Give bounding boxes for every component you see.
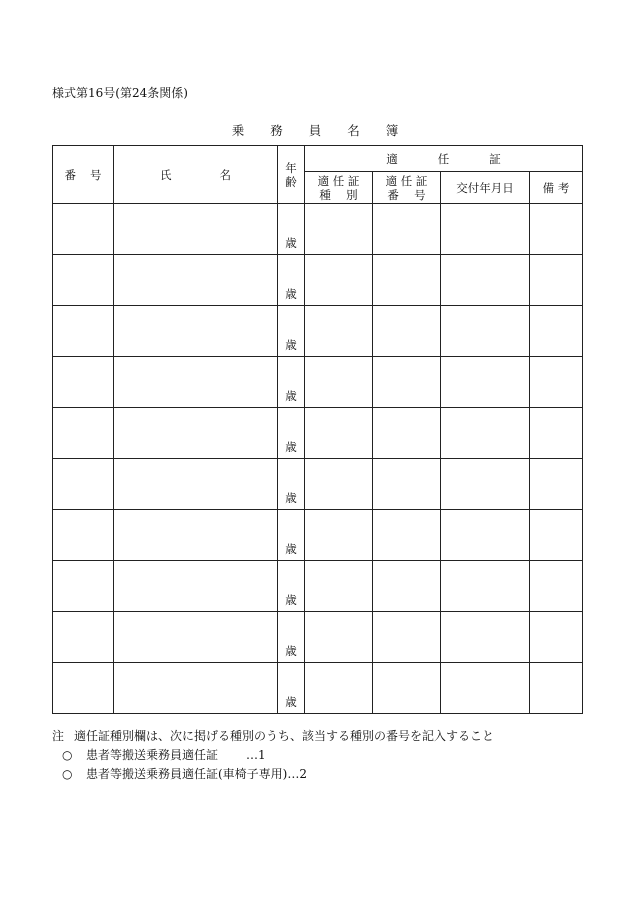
- cell-remarks[interactable]: [530, 204, 583, 255]
- cell-remarks[interactable]: [530, 459, 583, 510]
- cell-age[interactable]: [278, 255, 305, 306]
- header-certificate-char: 適: [386, 151, 398, 166]
- note-option-label: 患者等搬送乗務員適任証(車椅子専用): [86, 767, 288, 781]
- cell-cert-number[interactable]: [373, 255, 441, 306]
- table-row: [53, 510, 583, 561]
- cell-issue-date[interactable]: [441, 561, 530, 612]
- note-option-code: …1: [246, 748, 266, 762]
- cell-age[interactable]: [278, 408, 305, 459]
- cell-cert-type[interactable]: [305, 663, 373, 714]
- circle-mark-icon: ○: [62, 767, 73, 781]
- note-option: [52, 765, 494, 784]
- age-unit: 歳: [285, 287, 297, 301]
- cell-age[interactable]: [278, 561, 305, 612]
- cell-cert-type[interactable]: [305, 408, 373, 459]
- note-text: 適任証種別欄は、次に掲げる種別のうち、該当する種別の番号を記入すること: [74, 729, 495, 743]
- table-row: [53, 663, 583, 714]
- cell-cert-type[interactable]: [305, 306, 373, 357]
- cell-name[interactable]: [114, 306, 278, 357]
- header-number-char: 番: [64, 167, 76, 182]
- cell-issue-date[interactable]: [441, 306, 530, 357]
- header-cert-number-line: 番 号: [387, 187, 426, 202]
- age-unit: 歳: [285, 440, 297, 454]
- table-row: [53, 612, 583, 663]
- cell-remarks[interactable]: [530, 663, 583, 714]
- cell-number[interactable]: [53, 255, 114, 306]
- cell-number[interactable]: [53, 663, 114, 714]
- title-char: 員: [308, 123, 322, 138]
- cell-name[interactable]: [114, 357, 278, 408]
- table-row: [53, 255, 583, 306]
- cell-cert-type[interactable]: [305, 561, 373, 612]
- note-option: [52, 746, 494, 765]
- cell-cert-number[interactable]: [373, 408, 441, 459]
- cell-issue-date[interactable]: [441, 204, 530, 255]
- title-char: 乗: [231, 123, 245, 138]
- cell-remarks[interactable]: [530, 510, 583, 561]
- cell-name[interactable]: [114, 459, 278, 510]
- header-name-char: 氏: [160, 167, 172, 182]
- cell-cert-type[interactable]: [305, 510, 373, 561]
- cell-issue-date[interactable]: [441, 663, 530, 714]
- header-cert-number: [373, 172, 441, 204]
- header-cert-type-line: 適 任 証: [317, 173, 360, 188]
- cell-cert-number[interactable]: [373, 612, 441, 663]
- note-option-code: …2: [287, 767, 308, 781]
- cell-age[interactable]: [278, 357, 305, 408]
- cell-cert-number[interactable]: [373, 459, 441, 510]
- cell-cert-number[interactable]: [373, 357, 441, 408]
- header-cert-number-line: 適 任 証: [385, 173, 428, 188]
- header-name-char: 名: [219, 167, 231, 182]
- cell-name[interactable]: [114, 561, 278, 612]
- age-unit: 歳: [285, 593, 297, 607]
- cell-name[interactable]: [114, 255, 278, 306]
- cell-issue-date[interactable]: [441, 612, 530, 663]
- age-unit: 歳: [285, 338, 297, 352]
- header-cert-type-line: 種 別: [319, 187, 358, 202]
- crew-register-table: [52, 145, 583, 714]
- title-char: 務: [270, 123, 283, 138]
- header-certificate: [305, 146, 583, 172]
- cell-issue-date[interactable]: [441, 408, 530, 459]
- note: [52, 727, 494, 784]
- cell-number[interactable]: [53, 612, 114, 663]
- cell-number[interactable]: [53, 357, 114, 408]
- header-certificate-char: 証: [489, 151, 501, 166]
- header-number-char: 号: [90, 167, 102, 182]
- note-option-label: 患者等搬送乗務員適任証: [86, 748, 219, 762]
- cell-name[interactable]: [114, 663, 278, 714]
- cell-age[interactable]: [278, 306, 305, 357]
- cell-issue-date[interactable]: [441, 255, 530, 306]
- age-unit: 歳: [285, 644, 297, 658]
- age-unit: 歳: [285, 236, 297, 250]
- cell-age[interactable]: [278, 612, 305, 663]
- cell-cert-type[interactable]: [305, 255, 373, 306]
- cell-remarks[interactable]: [530, 357, 583, 408]
- cell-number[interactable]: [53, 306, 114, 357]
- table-row: [53, 561, 583, 612]
- form-number: 様式第16号(第24条関係): [52, 86, 188, 100]
- cell-cert-type[interactable]: [305, 204, 373, 255]
- title-char: 名: [347, 123, 360, 138]
- cell-cert-type[interactable]: [305, 459, 373, 510]
- cell-number[interactable]: [53, 561, 114, 612]
- cell-number[interactable]: [53, 510, 114, 561]
- table-row: [53, 306, 583, 357]
- cell-cert-type[interactable]: [305, 357, 373, 408]
- cell-name[interactable]: [114, 510, 278, 561]
- cell-age[interactable]: [278, 510, 305, 561]
- header-age-char: 齢: [285, 174, 297, 189]
- title-char: 簿: [385, 123, 399, 138]
- age-unit: 歳: [285, 389, 297, 403]
- note-label: 注: [52, 729, 65, 743]
- table-row: [53, 459, 583, 510]
- circle-mark-icon: ○: [62, 748, 73, 762]
- header-certificate-char: 任: [437, 151, 450, 166]
- header-number: [53, 146, 114, 204]
- cell-cert-number[interactable]: [373, 510, 441, 561]
- header-remarks: 備 考: [530, 172, 583, 204]
- cell-issue-date[interactable]: [441, 510, 530, 561]
- cell-number[interactable]: [53, 204, 114, 255]
- header-issue-date: 交付年月日: [441, 172, 530, 204]
- note-line: [52, 727, 494, 746]
- cell-number[interactable]: [53, 408, 114, 459]
- cell-name[interactable]: [114, 408, 278, 459]
- cell-issue-date[interactable]: [441, 357, 530, 408]
- cell-cert-number[interactable]: [373, 663, 441, 714]
- cell-cert-type[interactable]: [305, 612, 373, 663]
- table-body: [53, 204, 583, 714]
- cell-age[interactable]: [278, 204, 305, 255]
- cell-remarks[interactable]: [530, 255, 583, 306]
- cell-remarks[interactable]: [530, 561, 583, 612]
- age-unit: 歳: [285, 542, 297, 556]
- cell-cert-number[interactable]: [373, 204, 441, 255]
- table-row: [53, 204, 583, 255]
- header-cert-type: [305, 172, 373, 204]
- header-age-char: 年: [285, 160, 297, 175]
- cell-remarks[interactable]: [530, 612, 583, 663]
- cell-cert-number[interactable]: [373, 561, 441, 612]
- page-title: [0, 121, 630, 139]
- cell-issue-date[interactable]: [441, 459, 530, 510]
- cell-age[interactable]: [278, 459, 305, 510]
- cell-remarks[interactable]: [530, 408, 583, 459]
- cell-remarks[interactable]: [530, 306, 583, 357]
- header-age: [278, 146, 305, 204]
- table-row: [53, 408, 583, 459]
- cell-age[interactable]: [278, 663, 305, 714]
- cell-cert-number[interactable]: [373, 306, 441, 357]
- cell-number[interactable]: [53, 459, 114, 510]
- age-unit: 歳: [285, 695, 297, 709]
- header-name: [114, 146, 278, 204]
- age-unit: 歳: [285, 491, 297, 505]
- table-row: [53, 357, 583, 408]
- cell-name[interactable]: [114, 204, 278, 255]
- cell-name[interactable]: [114, 612, 278, 663]
